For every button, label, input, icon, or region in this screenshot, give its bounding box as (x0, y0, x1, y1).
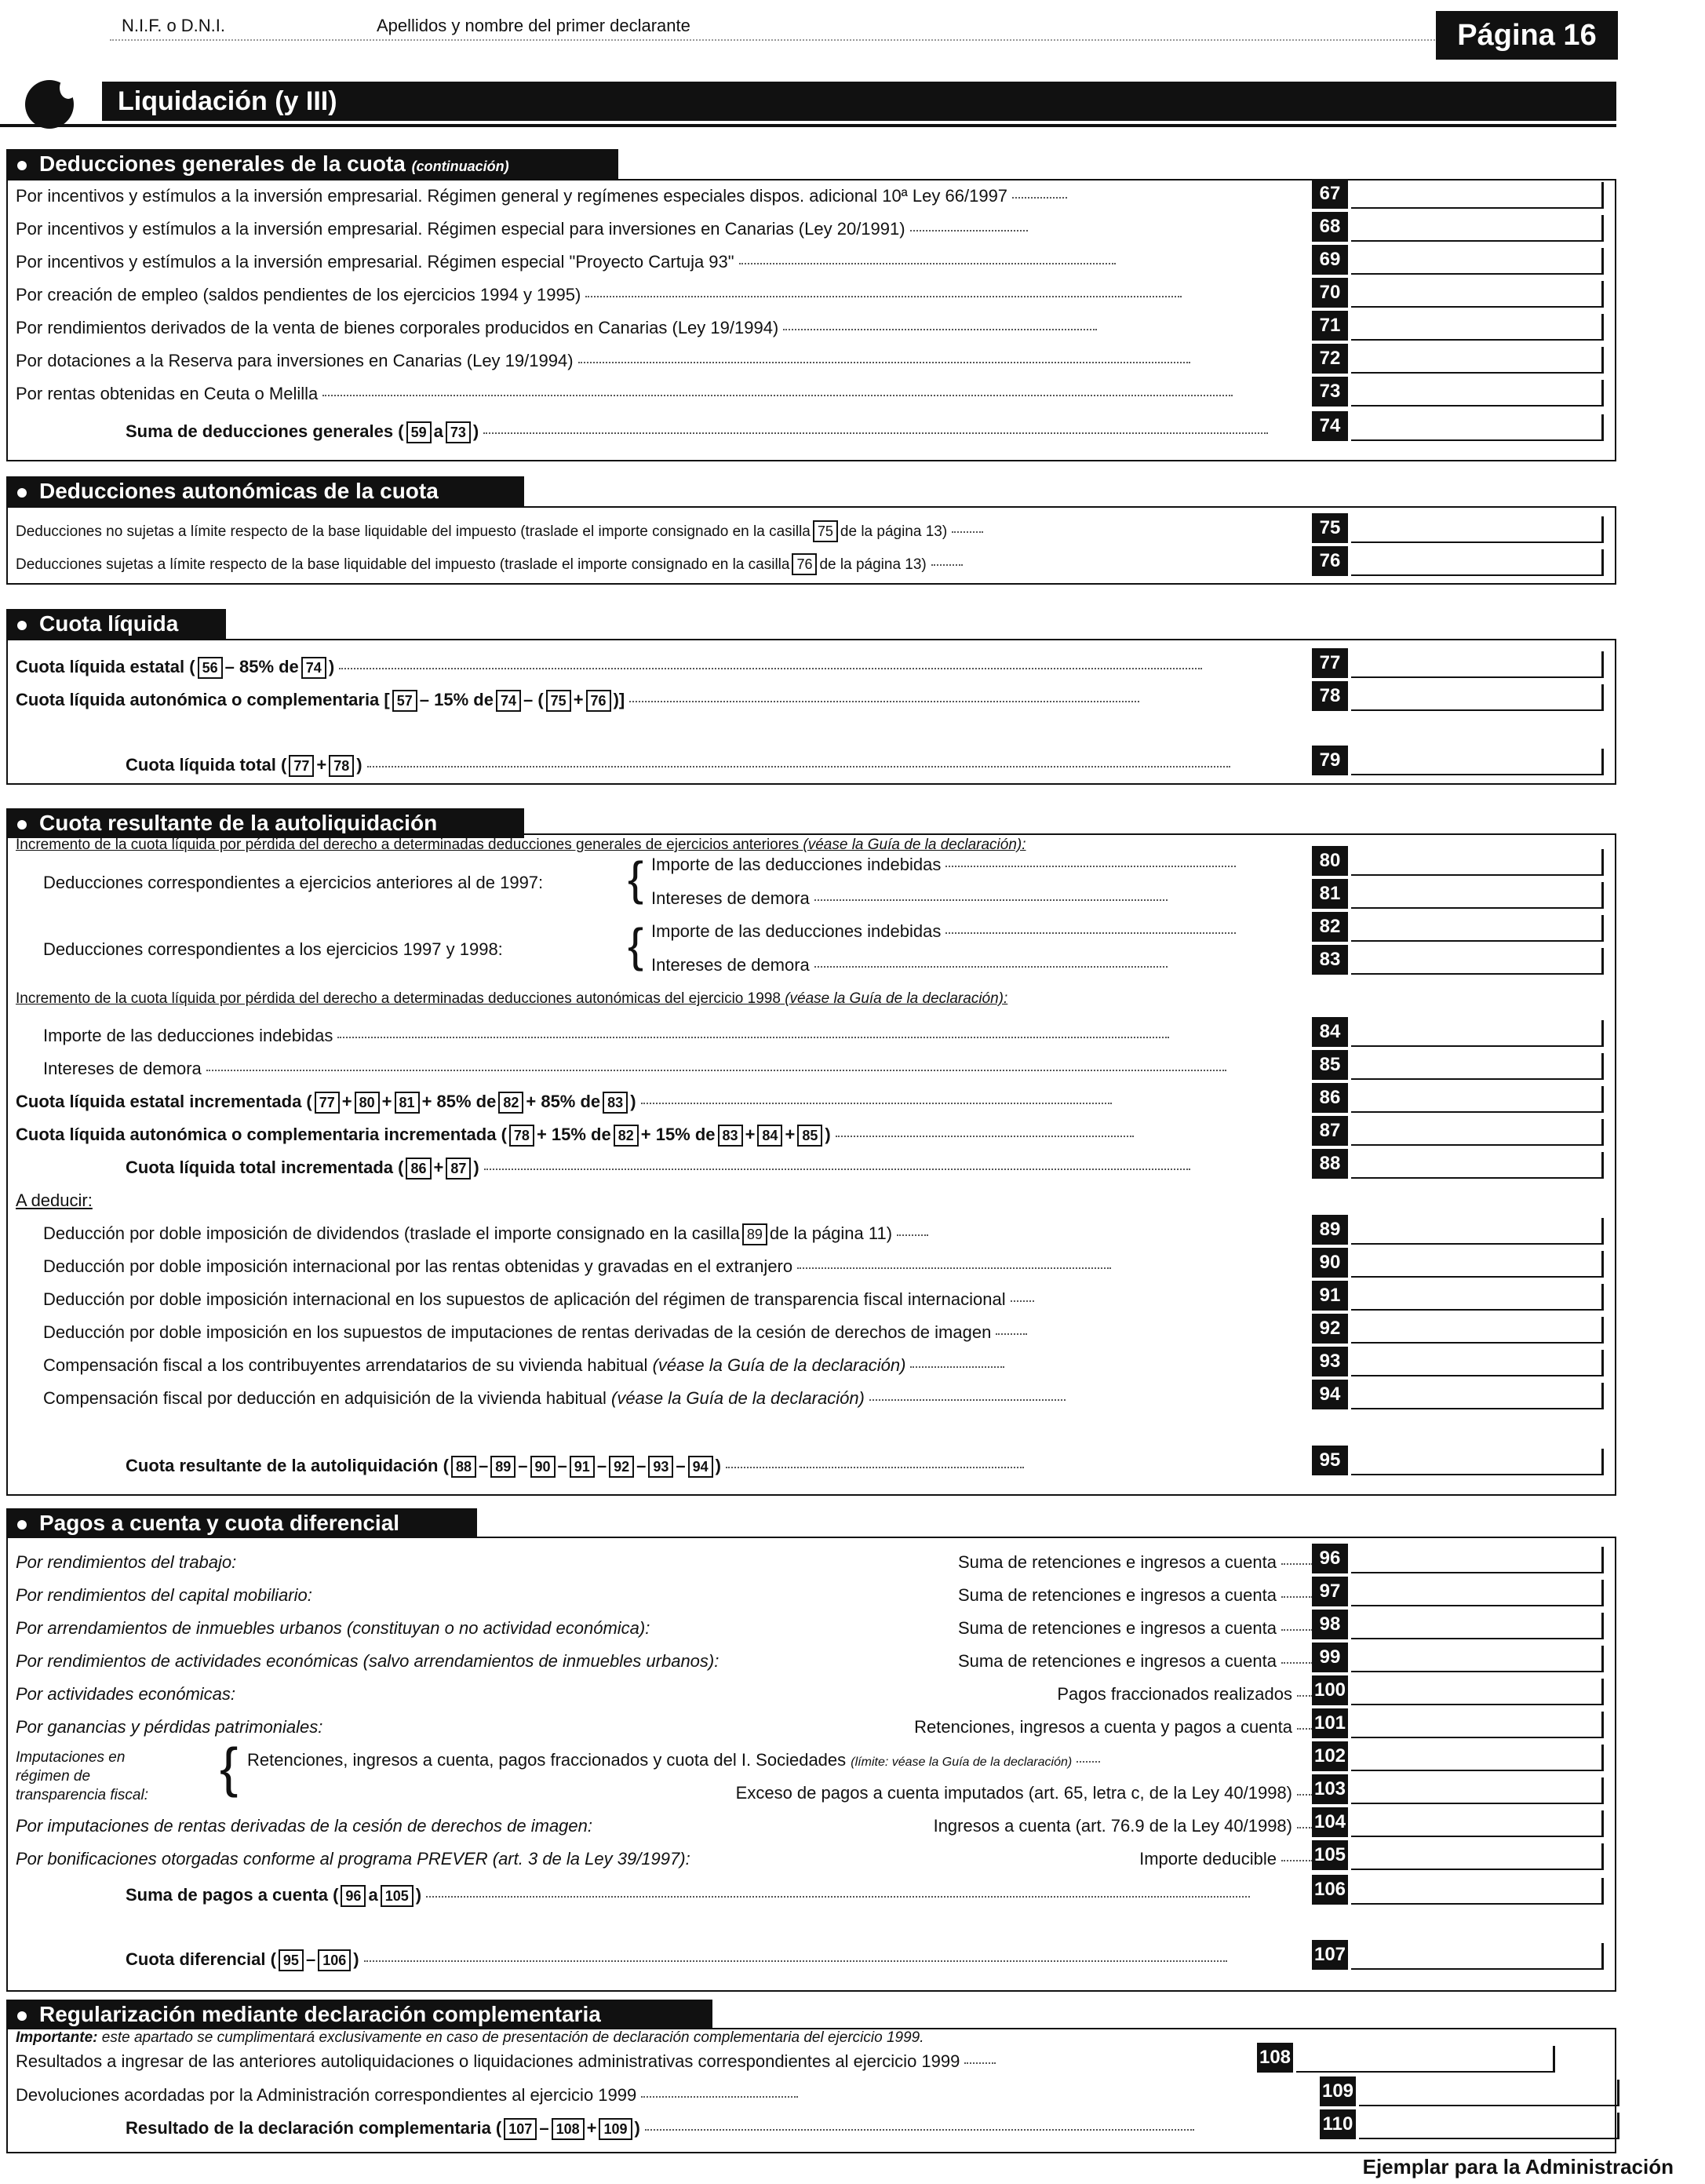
field-79[interactable]: 79 (1312, 746, 1604, 775)
section-bullet-icon (25, 80, 74, 129)
row-90-label: Deducción por doble imposición internacional por las rentas obtenidas y gravadas en el extranjero (43, 1255, 1111, 1278)
field-104[interactable]: 104 (1312, 1807, 1604, 1837)
brace-icon: { (220, 1737, 239, 1798)
row-104-right: Ingresos a cuenta (art. 76.9 de la Ley 40/1998) (934, 1814, 1313, 1838)
field-81[interactable]: 81 (1312, 879, 1604, 909)
row-89-label: Deducción por doble imposición de dividendos (traslade el importe consignado en la casilla 89 de la página 11) (43, 1222, 928, 1245)
field-71[interactable]: 71 (1312, 311, 1604, 341)
field-75[interactable]: 75 (1312, 513, 1604, 543)
row-87-label: Cuota líquida autonómica o complementaria incrementada ( 78 + 15% de 82 + 15% de 83 + 84 + 85 ) (16, 1123, 1134, 1147)
header-field-dots[interactable] (110, 39, 1444, 72)
row-107-label: Cuota diferencial ( 95 – 106 ) (126, 1948, 1227, 1971)
row-110-label: Resultado de la declaración complementaria ( 107 – 108 + 109 ) (126, 2117, 1194, 2140)
field-68[interactable]: 68 (1312, 212, 1604, 242)
row-71-label: Por rendimientos derivados de la venta de bienes corporales producidos en Canarias (Ley 19/1994) (16, 316, 1097, 340)
row-104-label: Por imputaciones de rentas derivadas de la cesión de derechos de imagen: (16, 1816, 593, 1836)
row-105-label: Por bonificaciones otorgadas conforme al programa PREVER (art. 3 de la Ley 39/1997): (16, 1849, 690, 1869)
row-79-label: Cuota líquida total ( 77 + 78 ) (126, 753, 1230, 777)
row-77-label: Cuota líquida estatal ( 56 – 85% de 74 ) (16, 655, 1202, 679)
field-80[interactable]: 80 (1312, 846, 1604, 876)
field-87[interactable]: 87 (1312, 1116, 1604, 1146)
bullet-icon (17, 820, 27, 829)
field-83[interactable]: 83 (1312, 945, 1604, 975)
row-99-right: Suma de retenciones e ingresos a cuenta (958, 1650, 1313, 1673)
row-109-label: Devoluciones acordadas por la Administración correspondientes al ejercicio 1999 (16, 2084, 798, 2107)
field-93[interactable]: 93 (1312, 1347, 1604, 1376)
row-72-label: Por dotaciones a la Reserva para inversiones en Canarias (Ley 19/1994) (16, 349, 1190, 373)
section-title: Cuota resultante de la autoliquidación (39, 811, 438, 835)
field-98[interactable]: 98 (1312, 1610, 1604, 1639)
row-94-label: Compensación fiscal por deducción en adquisición de la vivienda habitual (véase la Guía de la declaración) (43, 1387, 1066, 1410)
group-anteriores-1997: Deducciones correspondientes a ejercicios anteriores al de 1997: (43, 873, 544, 892)
field-82[interactable]: 82 (1312, 912, 1604, 942)
field-86[interactable]: 86 (1312, 1083, 1604, 1113)
footer-copy-label: Ejemplar para la Administración (1362, 2155, 1674, 2179)
section-title: Deducciones autonómicas de la cuota (39, 479, 439, 503)
row-100-label: Por actividades económicas: (16, 1684, 236, 1704)
row-106-label: Suma de pagos a cuenta ( 96 a 105 ) (126, 1883, 1250, 1907)
bullet-icon (17, 1520, 27, 1530)
row-75-label: Deducciones no sujetas a límite respecto de la base liquidable del impuesto (traslade el importe consignado en la casilla 75 de la página 13) (16, 520, 983, 544)
field-90[interactable]: 90 (1312, 1248, 1604, 1278)
importante-note: Importante: este apartado se cumplimentará exclusivamente en caso de presentación de declaración complementaria del ejercicio 1999. (16, 2029, 924, 2046)
section-header-deducciones-generales (6, 149, 618, 179)
row-92-label: Deducción por doble imposición en los supuestos de imputaciones de rentas derivadas de la cesión de derechos de imagen (43, 1321, 1027, 1344)
row-76-label: Deducciones sujetas a límite respecto de la base liquidable del impuesto (traslade el importe consignado en la casilla 76 de la página 13) (16, 553, 963, 577)
group-1997-1998: Deducciones correspondientes a los ejercicios 1997 y 1998: (43, 939, 503, 959)
row-80-label: Importe de las deducciones indebidas (651, 853, 1236, 877)
row-86-label: Cuota líquida estatal incrementada ( 77 + 80 + 81 + 85% de 82 + 85% de 83 ) (16, 1090, 1112, 1114)
field-101[interactable]: 101 (1312, 1708, 1604, 1738)
field-94[interactable]: 94 (1312, 1380, 1604, 1409)
row-103-label: Exceso de pagos a cuenta imputados (art. 65, letra c, de la Ley 40/1998) (736, 1781, 1313, 1805)
bullet-icon (17, 2011, 27, 2021)
row-96-right: Suma de retenciones e ingresos a cuenta (958, 1551, 1313, 1574)
field-105[interactable]: 105 (1312, 1840, 1604, 1870)
row-78-label: Cuota líquida autonómica o complementaria [ 57 – 15% de 74 – ( 75 + 76 )] (16, 688, 1139, 712)
row-93-label: Compensación fiscal a los contribuyentes arrendatarios de su vivienda habitual (véase la Guía de la declaración) (43, 1354, 1004, 1377)
name-label: Apellidos y nombre del primer declarante (377, 16, 690, 35)
field-91[interactable]: 91 (1312, 1281, 1604, 1311)
row-95-label: Cuota resultante de la autoliquidación ( 88 – 89 – 90 – 91 – 92 – 93 – 94 ) (126, 1454, 1024, 1478)
field-67[interactable]: 67 (1312, 179, 1604, 209)
field-103[interactable]: 103 (1312, 1774, 1604, 1804)
field-92[interactable]: 92 (1312, 1314, 1604, 1344)
brace-icon: { (628, 919, 644, 972)
section-title: Regularización mediante declaración complementaria (39, 2002, 601, 2026)
row-69-label: Por incentivos y estímulos a la inversión empresarial. Régimen especial "Proyecto Cartuja 93" (16, 250, 1116, 274)
bullet-icon (17, 621, 27, 630)
row-74-label: Suma de deducciones generales ( 59 a 73 ) (126, 420, 1268, 443)
row-98-right: Suma de retenciones e ingresos a cuenta (958, 1617, 1313, 1640)
row-81-label: Intereses de demora (651, 887, 1168, 910)
field-76[interactable]: 76 (1312, 546, 1604, 576)
nif-label: N.I.F. o D.N.I. (122, 16, 226, 35)
section-title: Pagos a cuenta y cuota diferencial (39, 1511, 400, 1535)
field-97[interactable]: 97 (1312, 1577, 1604, 1606)
row-67-label: Por incentivos y estímulos a la inversión empresarial. Régimen general y regímenes especiales dispos. adicional 10ª Ley 66/1997 (16, 184, 1067, 208)
row-105-right: Importe deducible (1139, 1847, 1313, 1871)
field-89[interactable]: 89 (1312, 1215, 1604, 1245)
row-96-label: Por rendimientos del trabajo: (16, 1552, 237, 1572)
row-73-label: Por rentas obtenidas en Ceuta o Melilla (16, 382, 1233, 406)
field-108[interactable]: 108 (1257, 2043, 1555, 2073)
field-109[interactable]: 109 (1320, 2076, 1619, 2106)
page-title: Liquidación (y III) (102, 82, 1616, 121)
field-99[interactable]: 99 (1312, 1643, 1604, 1672)
row-70-label: Por creación de empleo (saldos pendientes de los ejercicios 1994 y 1995) (16, 283, 1182, 307)
row-100-right: Pagos fraccionados realizados (1057, 1683, 1313, 1706)
field-107[interactable]: 107 (1312, 1940, 1604, 1970)
row-98-label: Por arrendamientos de inmuebles urbanos (constituyan o no actividad económica): (16, 1618, 650, 1638)
field-77[interactable]: 77 (1312, 648, 1604, 678)
title-divider (0, 124, 1616, 127)
row-91-label: Deducción por doble imposición internacional en los supuestos de aplicación del régimen de transparencia fiscal internacional (43, 1288, 1034, 1311)
field-69[interactable]: 69 (1312, 245, 1604, 275)
field-100[interactable]: 100 (1312, 1675, 1604, 1705)
section-title: Cuota líquida (39, 611, 179, 636)
intro-autonomicas: Incremento de la cuota líquida por pérdida del derecho a determinadas deducciones autonómicas del ejercicio 1998 (véase la Guía de la declaración): (16, 990, 1008, 1007)
field-74[interactable]: 74 (1312, 411, 1604, 441)
field-85[interactable]: 85 (1312, 1050, 1604, 1080)
row-101-right: Retenciones, ingresos a cuenta y pagos a cuenta (914, 1715, 1313, 1739)
field-96[interactable]: 96 (1312, 1544, 1604, 1573)
section-title: Deducciones generales de la cuota (39, 151, 406, 176)
row-68-label: Por incentivos y estímulos a la inversión empresarial. Régimen especial para inversiones en Canarias (Ley 20/1991) (16, 217, 1028, 241)
field-110[interactable]: 110 (1320, 2109, 1619, 2139)
imputaciones-label: Imputaciones en régimen de transparencia fiscal: (16, 1749, 148, 1803)
row-97-label: Por rendimientos del capital mobiliario: (16, 1585, 312, 1605)
section-header-regularizacion (6, 2000, 712, 2029)
field-78[interactable]: 78 (1312, 681, 1604, 711)
field-102[interactable]: 102 (1312, 1741, 1604, 1771)
row-88-label: Cuota líquida total incrementada ( 86 + 87 ) (126, 1156, 1190, 1180)
row-101-label: Por ganancias y pérdidas patrimoniales: (16, 1717, 323, 1737)
row-99-label: Por rendimientos de actividades económicas (salvo arrendamientos de inmuebles urbanos): (16, 1651, 720, 1671)
field-88[interactable]: 88 (1312, 1149, 1604, 1179)
section-header-cuota-liquida (6, 609, 226, 639)
row-83-label: Intereses de demora (651, 953, 1168, 977)
field-73[interactable]: 73 (1312, 377, 1604, 407)
a-deducir-label: A deducir: (16, 1190, 93, 1210)
brace-icon: { (628, 852, 644, 905)
row-102-label: Retenciones, ingresos a cuenta, pagos fraccionados y cuota del I. Sociedades (límite: véase la Guía de la declaración) (247, 1748, 1100, 1774)
field-106[interactable]: 106 (1312, 1875, 1604, 1905)
section-subtitle: (continuación) (411, 159, 509, 174)
page-number: Página 16 (1436, 11, 1618, 60)
field-70[interactable]: 70 (1312, 278, 1604, 308)
section-header-pagos-a-cuenta (6, 1508, 477, 1538)
field-72[interactable]: 72 (1312, 344, 1604, 374)
field-95[interactable]: 95 (1312, 1446, 1604, 1475)
bullet-icon (17, 488, 27, 498)
row-108-label: Resultados a ingresar de las anteriores autoliquidaciones o liquidaciones administrativas correspondientes al ejercicio 1999 (16, 2050, 996, 2073)
row-82-label: Importe de las deducciones indebidas (651, 920, 1236, 943)
intro-generales: Incremento de la cuota líquida por pérdida del derecho a determinadas deducciones generales de ejercicios anteriores (véase la Guía de la declaración): (16, 837, 1026, 853)
field-84[interactable]: 84 (1312, 1017, 1604, 1047)
section-header-deducciones-autonomicas (6, 476, 524, 506)
bullet-icon (17, 161, 27, 170)
row-84-label: Importe de las deducciones indebidas (43, 1024, 1169, 1048)
row-97-right: Suma de retenciones e ingresos a cuenta (958, 1584, 1313, 1607)
row-85-label: Intereses de demora (43, 1057, 1226, 1081)
